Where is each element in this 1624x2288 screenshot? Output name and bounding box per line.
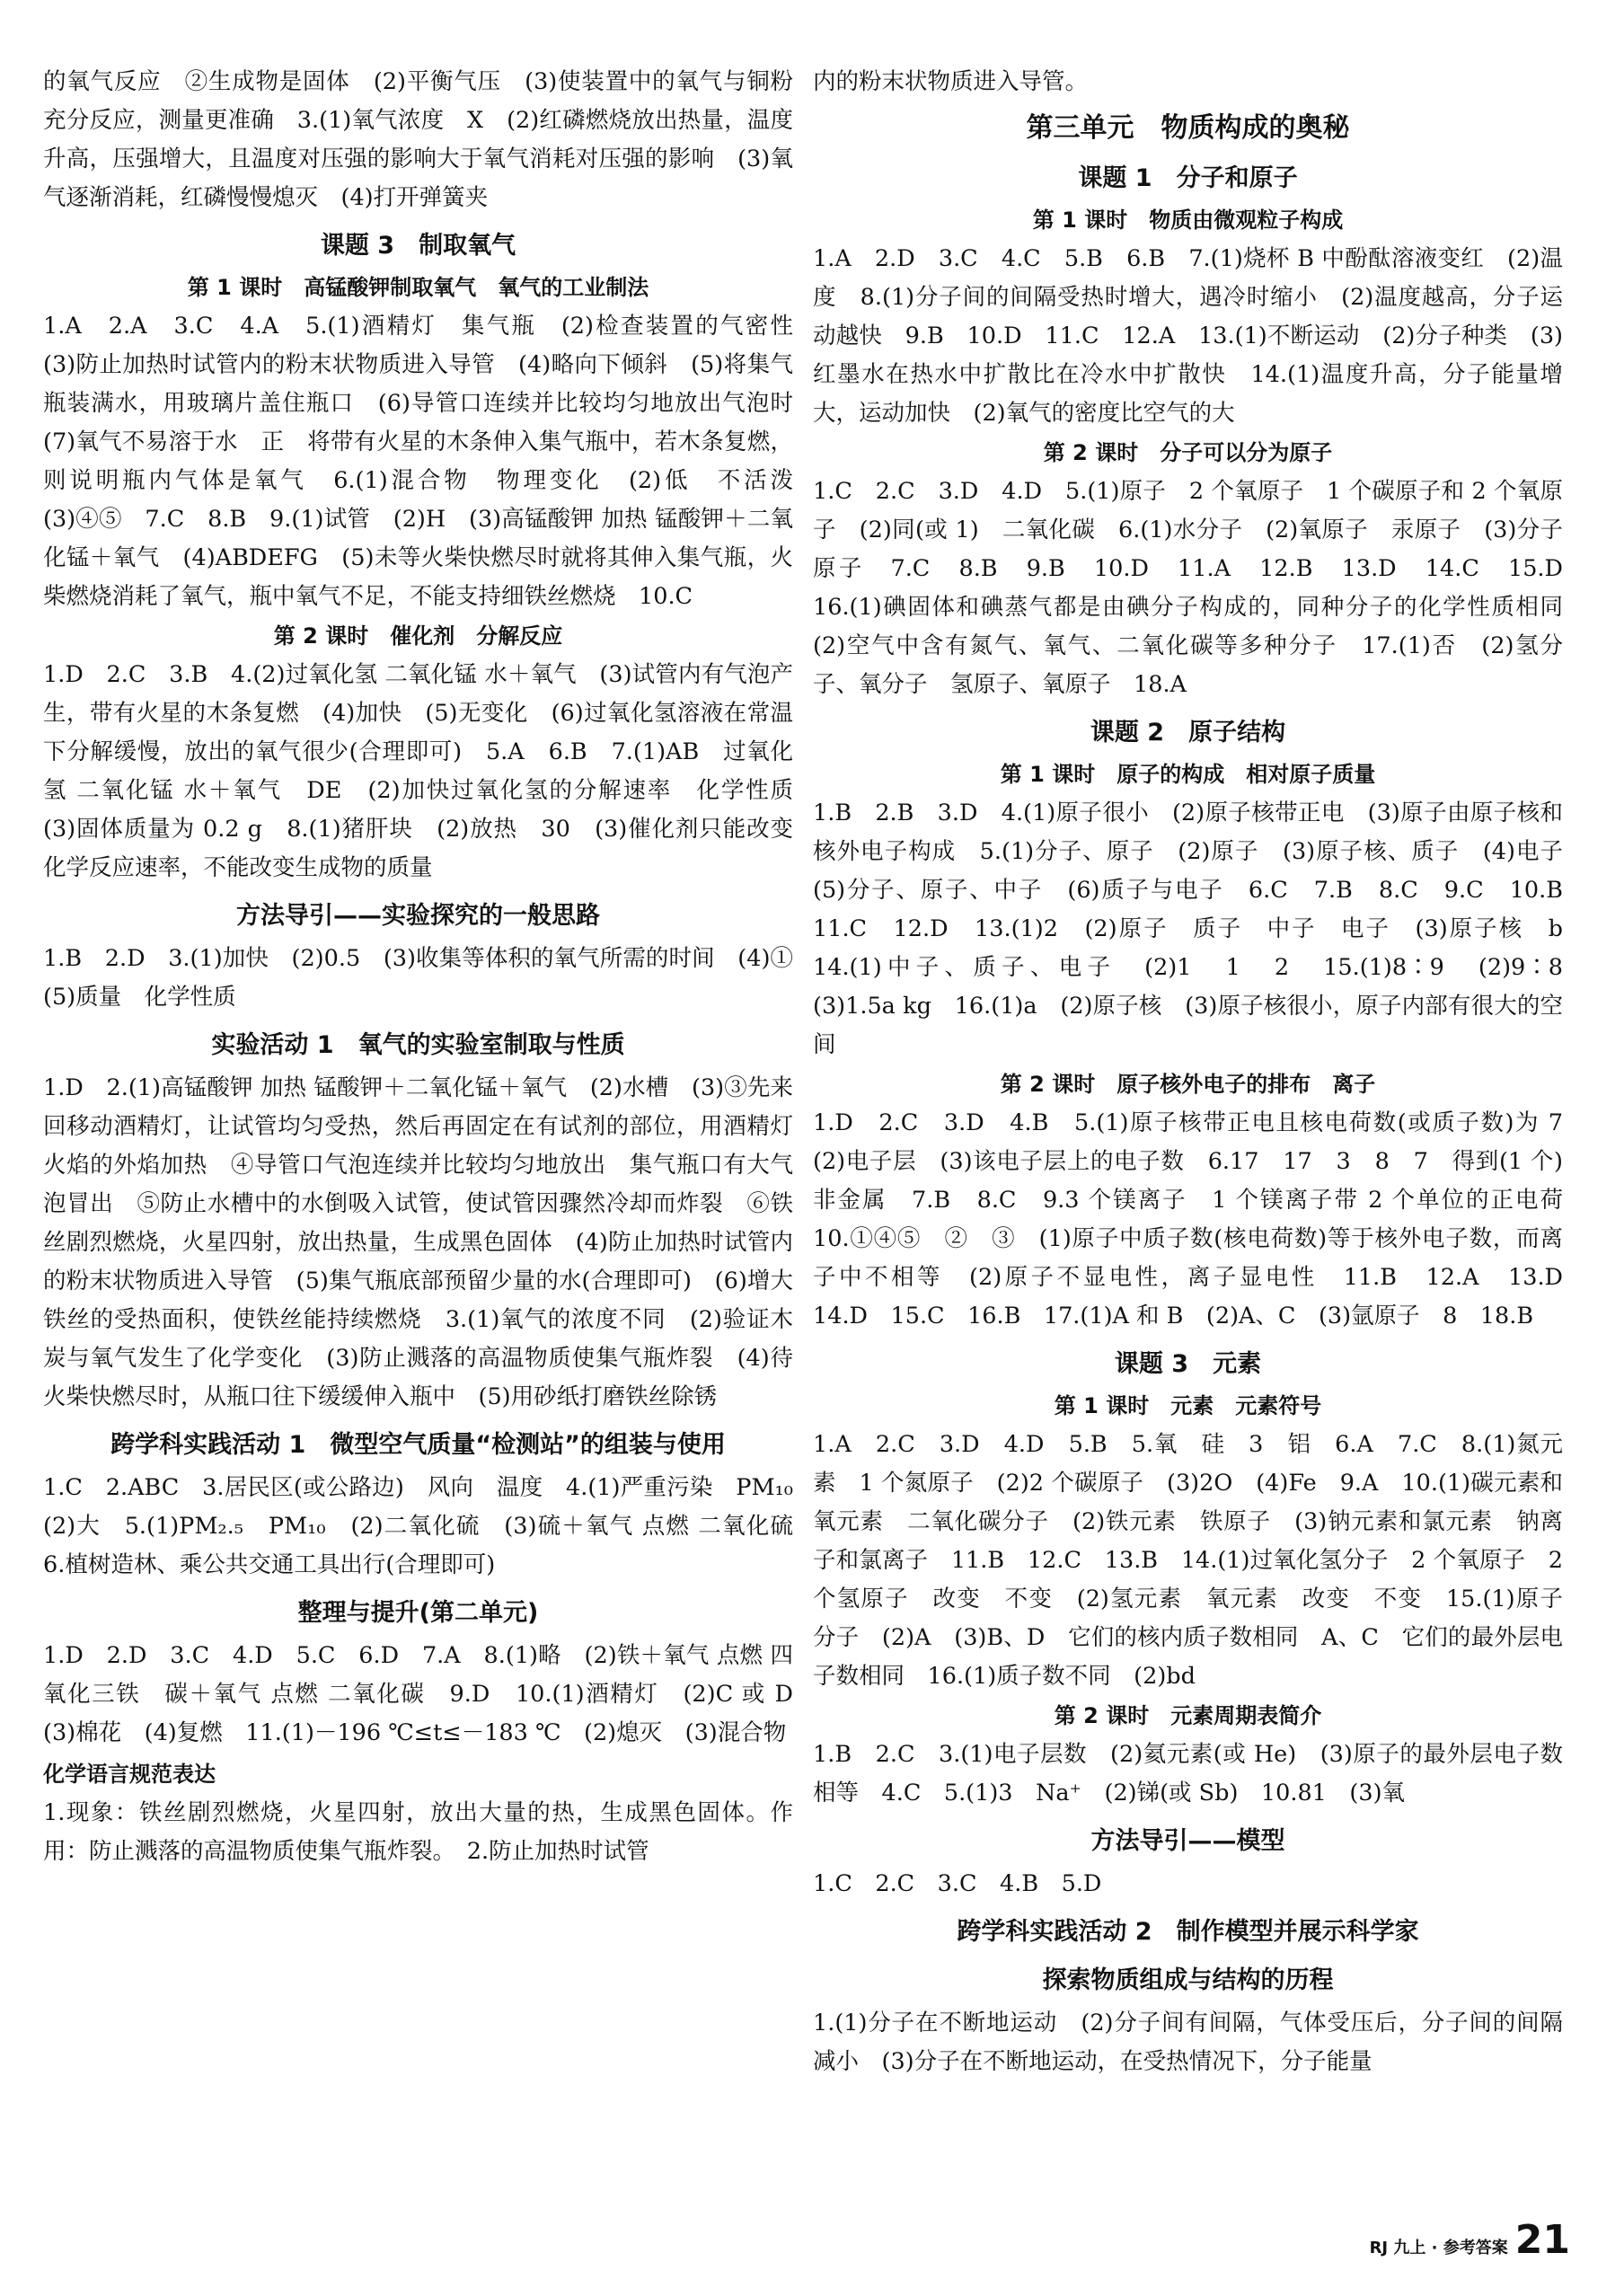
answer-paragraph: 1.A 2.D 3.C 4.C 5.B 6.B 7.(1)烧杯 B 中酚酞溶液变红 (2)温度 8.(1)分子间的间隔受热时增大，遇冷时缩小 (2)温度越高，分子运动越快 9.B 10.D 11.C 12.A 13.(1)不断运动 (2)分子种类 (3)红墨水在热水中扩散比在冷水中扩散快 14.(1)温度升高，分子能量增大，运动加快 (2)氧气的密度比空气的大 [813, 245, 1563, 427]
answer-paragraph: 1.B 2.C 3.(1)电子层数 (2)氦元素(或 He) (3)原子的最外层电子数相等 4.C 5.(1)3 Na⁺ (2)锑(或 Sb) 10.81 (3)氧 [813, 1741, 1563, 1807]
section-heading: 方法导引——模型 [1090, 1827, 1285, 1855]
answer-paragraph: 1.现象：铁丝剧烈燃烧，火星四射，放出大量的热，生成黑色固体。作用：防止溅落的高温物质使集气瓶炸裂。 2.防止加热时试管 [43, 1799, 793, 1865]
section-heading: 化学语言规范表达 [43, 1762, 216, 1787]
answer-paragraph: 1.C 2.C 3.D 4.D 5.(1)原子 2 个氧原子 1 个碳原子和 2 个氧原子 (2)同(或 1) 二氧化碳 6.(1)水分子 (2)氧原子 汞原子 (3)分子 原子 7.C 8.B 9.B 10.D 11.A 12.B 13.D 14.C 15.D 16.(1)碘固体和碘蒸气都是由碘分子构成的，同种分子的化学性质相同 (2)空气中含有氮气、氧气、二氧化碳等多种分子 17.(1)否 (2)氢分子、氧分子 氢原子、氧原子 18.A [813, 478, 1586, 698]
answer-paragraph: 1.B 2.B 3.D 4.(1)原子很小 (2)原子核带正电 (3)原子由原子核和核外电子构成 5.(1)分子、原子 (2)原子 (3)原子核、质子 (4)电子 (5)分子、原子、中子 (6)质子与电子 6.C 7.B 8.C 9.C 10.B 11.C 12.D 13.(1)2 (2)原子 质子 中子 电子 (3)原子核 b 14.(1)中子、质子、电子 (2)1 1 2 15.(1)8∶9 (2)9∶8 (3)1.5a kg 16.(1)a (2)原子核 (3)原子核很小，原子内部有很大的空间 [813, 799, 1586, 1058]
section-heading: 第 1 课时 物质由微观粒子构成 [1032, 208, 1344, 233]
answer-paragraph: 1.B 2.D 3.(1)加快 (2)0.5 (3)收集等体积的氧气所需的时间 (4)① (5)质量 化学性质 [43, 945, 816, 1011]
answer-paragraph: 1.C 2.ABC 3.居民区(或公路边) 风向 温度 4.(1)严重污染 PM₁₀ (2)大 5.(1)PM₂.₅ PM₁₀ (2)二氧化硫 (3)硫＋氧气 点燃 二氧化硫 6.植树造林、乘公共交通工具出行(合理即可) [43, 1474, 816, 1578]
answer-paragraph: 1.A 2.C 3.D 4.D 5.B 5.氧 硅 3 铝 6.A 7.C 8.(1)氮元素 1 个氮原子 (2)2 个碳原子 (3)2O (4)Fe 9.A 10.(1)碳元素和氧元素 二氧化碳分子 (2)铁元素 铁原子 (3)钠元素和氯元素 钠离子和氯离子 11.B 12.C 13.B 14.(1)过氧化氢分子 2 个氧原子 2 个氢原子 改变 不变 (2)氢元素 氧元素 改变 不变 15.(1)原子 分子 (2)A (3)B、D 它们的核内质子数相同 A、C 它们的最外层电子数相同 16.(1)质子数不同 (2)bd [813, 1431, 1586, 1690]
answer-paragraph: 1.D 2.(1)高锰酸钾 加热 锰酸钾＋二氧化锰＋氧气 (2)水槽 (3)③先来回移动酒精灯，让试管均匀受热，然后再固定在有试剂的部位，用酒精灯火焰的外焰加热 ④导管口气泡连续并比较均匀地放出 集气瓶口有大气泡冒出 ⑤防止水槽中的水倒吸入试管，使试管因骤然冷却而炸裂 ⑥铁丝剧烈燃烧，火星四射，放出热量，生成黑色固体 (4)防止加热时试管内的粉末状物质进入导管 (5)集气瓶底部预留少量的水(合理即可) (6)增大铁丝的受热面积，使铁丝能持续燃烧 3.(1)氧气的浓度不同 (2)验证木炭与氧气发生了化学变化 (3)防止溅落的高温物质使集气瓶炸裂 (4)待火柴快燃尽时，从瓶口往下缓缓伸入瓶中 (5)用砂纸打磨铁丝除锈 [43, 1074, 793, 1410]
answer-paragraph: 1.A 2.A 3.C 4.A 5.(1)酒精灯 集气瓶 (2)检查装置的气密性 (3)防止加热时试管内的粉末状物质进入导管 (4)略向下倾斜 (5)将集气瓶装满水，用玻璃片盖住瓶口 (6)导管口连续并比较均匀地放出气泡时 (7)氧气不易溶于水 正 将带有火星的木条伸入集气瓶中，若木条复燃，则说明瓶内气体是氧气 6.(1)混合物 物理变化 (2)低 不活泼 (3)④⑤ 7.C 8.B 9.(1)试管 (2)H (3)高锰酸钾 加热 锰酸钾＋二氧化锰＋氧气 (4)ABDEFG (5)未等火柴快燃尽时就将其伸入集气瓶，火柴燃烧消耗了氧气，瓶中氧气不足，不能支持细铁丝燃烧 10.C [43, 313, 816, 610]
section-heading: 第 2 课时 催化剂 分解反应 [273, 623, 563, 649]
section-heading: 实验活动 1 氧气的实验室制取与性质 [211, 1031, 625, 1059]
section-heading: 跨学科实践活动 2 制作模型并展示科学家 [957, 1918, 1419, 1946]
section-heading: 第 2 课时 元素周期表简介 [1054, 1703, 1322, 1728]
section-heading: 第三单元 物质构成的奥秘 [1026, 112, 1350, 144]
section-heading: 课题 3 元素 [1114, 1350, 1262, 1378]
page-number: 21 [1514, 2217, 1570, 2263]
answer-paragraph: 1.C 2.C 3.C 4.B 5.D [813, 1870, 1102, 1897]
section-heading: 第 2 课时 原子核外电子的排布 离子 [1000, 1072, 1376, 1097]
answer-paragraph: 内的粉末状物质进入导管。 [813, 68, 1089, 95]
right-column [813, 63, 1586, 2081]
answer-paragraph: 1.D 2.C 3.B 4.(2)过氧化氢 二氧化锰 水＋氧气 (3)试管内有气泡产生，带有火星的木条复燃 (4)加快 (5)无变化 (6)过氧化氢溶液在常温下分解缓慢，放出的氧气很少(合理即可) 5.A 6.B 7.(1)AB 过氧化氢 二氧化锰 水＋氧气 DE (2)加快过氧化氢的分解速率 化学性质 (3)固体质量为 0.2 g 8.(1)猪肝块 (2)放热 30 (3)催化剂只能改变化学反应速率，不能改变生成物的质量 [43, 661, 816, 881]
section-heading: 第 2 课时 分子可以分为原子 [1043, 440, 1333, 465]
section-heading: 整理与提升(第二单元) [297, 1599, 539, 1627]
footer-label: RJ 九上 · 参考答案 [1369, 2239, 1508, 2257]
answer-paragraph: 1.(1)分子在不断地运动 (2)分子间有间隔，气体受压后，分子间的间隔减小 (3)分子在不断地运动，在受热情况下，分子能量 [813, 2010, 1563, 2075]
section-heading: 课题 3 制取氧气 [320, 232, 516, 260]
left-column [43, 63, 816, 1871]
answer-paragraph: 1.D 2.C 3.D 4.B 5.(1)原子核带正电且核电荷数(或质子数)为 7 (2)电子层 (3)该电子层上的电子数 6.17 17 3 8 7 得到(1 个) 非金属 7.B 8.C 9.3 个镁离子 1 个镁离子带 2 个单位的正电荷 10.①④⑤ ② ③ (1)原子中质子数(核电荷数)等于核外电子数，而离子中不相等 (2)原子不显电性，离子显电性 11.B 12.A 13.D 14.D 15.C 16.B 17.(1)A 和 B (2)A、C (3)氩原子 8 18.B [813, 1109, 1586, 1330]
section-heading: 跨学科实践活动 1 微型空气质量“检测站”的组装与使用 [110, 1431, 726, 1459]
section-heading: 第 1 课时 高锰酸钾制取氧气 氧气的工业制法 [187, 275, 649, 300]
answer-paragraph: 1.D 2.D 3.C 4.D 5.C 6.D 7.A 8.(1)略 (2)铁＋氧气 点燃 四氧化三铁 碳＋氧气 点燃 二氧化碳 9.D 10.(1)酒精灯 (2)C 或 D (3)棉花 (4)复燃 11.(1)－196 ℃≤t≤－183 ℃ (2)熄灭 (3)混合物 [43, 1642, 816, 1746]
page-footer [1370, 2217, 1570, 2263]
section-heading: 第 1 课时 原子的构成 相对原子质量 [1000, 762, 1376, 787]
section-heading: 课题 1 分子和原子 [1078, 164, 1298, 192]
section-heading: 第 1 课时 元素 元素符号 [1054, 1393, 1322, 1418]
section-heading: 探索物质组成与结构的历程 [1042, 1966, 1334, 1994]
answer-paragraph: 的氧气反应 ②生成物是固体 (2)平衡气压 (3)使装置中的氧气与铜粉充分反应，测量更准确 3.(1)氧气浓度 X (2)红磷燃烧放出热量，温度升高，压强增大，且温度对压强的影响大于氧气消耗对压强的影响 (3)氧气逐渐消耗，红磷慢慢熄灭 (4)打开弹簧夹 [43, 68, 793, 211]
section-heading: 方法导引——实验探究的一般思路 [236, 902, 600, 930]
section-heading: 课题 2 原子结构 [1090, 719, 1286, 746]
